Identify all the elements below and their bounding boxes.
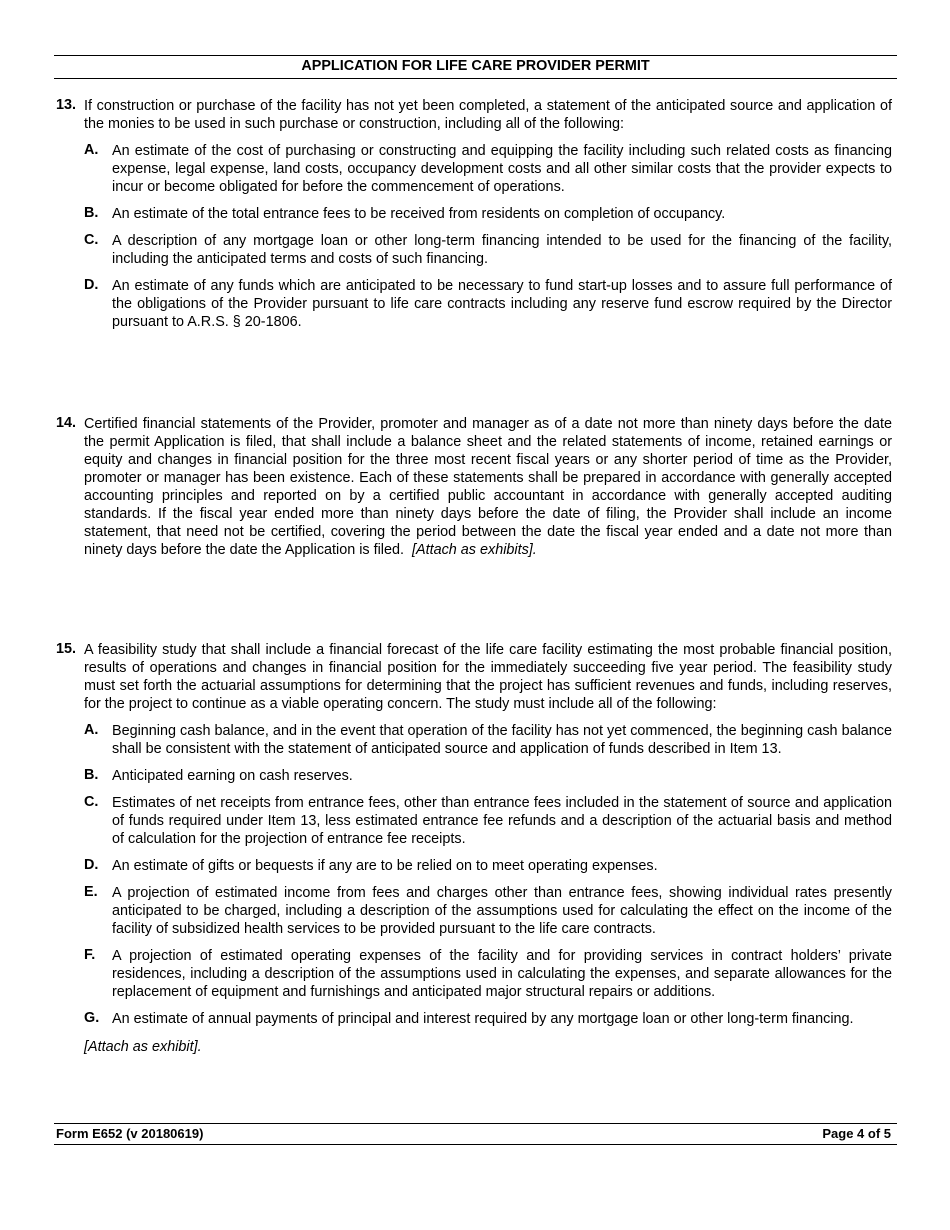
subitem-letter: B. bbox=[84, 767, 99, 783]
subitem-text: A projection of estimated income from fees and charges other than entrance fees, showing individual rates presently anticipated to be charged, including a description of the assumptions used for calculating the effect on the income of the facility of subsidized health services to be provided pursuant to the life care contracts. bbox=[112, 885, 892, 937]
subitem-text: An estimate of gifts or bequests if any are to be relied on to meet operating expenses. bbox=[112, 858, 658, 874]
subitem-letter: D. bbox=[84, 277, 99, 293]
subitem-text: A description of any mortgage loan or other long-term financing intended to be used for the financing of the facility, including the anticipated terms and costs of such financing. bbox=[112, 233, 892, 267]
subitem-15-g bbox=[84, 1010, 892, 1028]
subitem-13-a bbox=[84, 142, 892, 196]
page-title: APPLICATION FOR LIFE CARE PROVIDER PERMIT bbox=[54, 55, 897, 79]
subitem-15-b bbox=[84, 767, 892, 785]
item-13 bbox=[54, 97, 897, 331]
subitem-15-c bbox=[84, 794, 892, 848]
item-body: Certified financial statements of the Provider, promoter and manager as of a date not more than ninety days before the date the permit Application is filed, that shall include a balance sheet and the related statements of income, retained earnings or equity and changes in financial position for the three most recent fiscal years or any shorter period of time as the Provider, promoter or manager has been existence. Each of these statements shall be prepared in accordance with generally accepted accounting principles and reported on by a certified public accountant in accordance with generally accepted auditing standards. If the fiscal year ended more than ninety days before the date of filing, the Provider shall include an income statement, that need not be certified, covering the period between the date the fiscal year ended and a date not more than ninety days before the date the Application is filed. bbox=[84, 416, 892, 558]
subitem-13-b bbox=[84, 205, 892, 223]
attach-note: [Attach as exhibits]. bbox=[412, 542, 537, 558]
item-14 bbox=[54, 415, 897, 559]
subitem-text: Anticipated earning on cash reserves. bbox=[112, 768, 353, 784]
subitem-15-d bbox=[84, 857, 892, 875]
item-number: 14. bbox=[56, 415, 77, 431]
subitem-text: An estimate of the cost of purchasing or constructing and equipping the facility including such related costs as financing expense, legal expense, land costs, occupancy development costs and all other similar costs that the provider expects to incur or become obligated for before the commencement of operations. bbox=[112, 143, 892, 195]
subitem-letter: A. bbox=[84, 722, 99, 738]
item-number: 15. bbox=[56, 641, 77, 657]
subitem-15-f bbox=[84, 947, 892, 1001]
subitem-text: A projection of estimated operating expenses of the facility and for providing services in contract holders’ private residences, including a description of the assumptions used in calculating the expenses, and separate allowances for the replacement of equipment and furnishings and anticipated major structural repairs or additions. bbox=[112, 948, 892, 1000]
subitem-letter: G. bbox=[84, 1010, 100, 1026]
subitem-letter: D. bbox=[84, 857, 99, 873]
item-15 bbox=[54, 641, 897, 1056]
subitem-text: An estimate of annual payments of principal and interest required by any mortgage loan or other long-term financing. bbox=[112, 1011, 854, 1027]
subitem-13-d bbox=[84, 277, 892, 331]
subitem-letter: B. bbox=[84, 205, 99, 221]
subitem-text: An estimate of any funds which are anticipated to be necessary to fund start-up losses and to assure full performance of the obligations of the Provider pursuant to life care contracts including any reserve fund escrow required by the Director pursuant to A.R.S. § 20-1806. bbox=[112, 278, 892, 330]
attach-note: [Attach as exhibit]. bbox=[84, 1039, 202, 1055]
page-footer bbox=[54, 1123, 897, 1145]
subitem-letter: C. bbox=[84, 232, 99, 248]
subitem-text: Beginning cash balance, and in the event that operation of the facility has not yet commenced, the beginning cash balance shall be consistent with the statement of anticipated source and application of funds described in Item 13. bbox=[112, 723, 892, 757]
item-number: 13. bbox=[56, 97, 77, 113]
subitem-letter: F. bbox=[84, 947, 96, 963]
subitem-letter: E. bbox=[84, 884, 98, 900]
item-text: If construction or purchase of the facility has not yet been completed, a statement of the anticipated source and application of the monies to be used in such purchase or construction, including all of the following: bbox=[84, 98, 892, 132]
subitem-13-c bbox=[84, 232, 892, 268]
page-number: Page 4 of 5 bbox=[822, 1126, 891, 1141]
subitem-text: An estimate of the total entrance fees to be received from residents on completion of occupancy. bbox=[112, 206, 726, 222]
form-id: Form E652 (v 20180619) bbox=[56, 1126, 204, 1141]
subitem-letter: A. bbox=[84, 142, 99, 158]
subitem-15-a bbox=[84, 722, 892, 758]
subitem-15-e bbox=[84, 884, 892, 938]
subitem-letter: C. bbox=[84, 794, 99, 810]
subitem-text: Estimates of net receipts from entrance fees, other than entrance fees included in the statement of source and application of funds required under Item 13, less estimated entrance fee refunds and a description of the actuarial basis and method of calculation for the projection of entrance fee receipts. bbox=[112, 795, 892, 847]
item-text bbox=[84, 415, 892, 559]
item-text: A feasibility study that shall include a financial forecast of the life care facility estimating the most probable financial position, results of operations and changes in financial position for the immediately succeeding five year period. The feasibility study must set forth the actuarial assumptions for determining that the project has sufficient revenues and funds, including reserves, for the project to continue as a viable operating concern. The study must include all of the following: bbox=[84, 642, 892, 712]
